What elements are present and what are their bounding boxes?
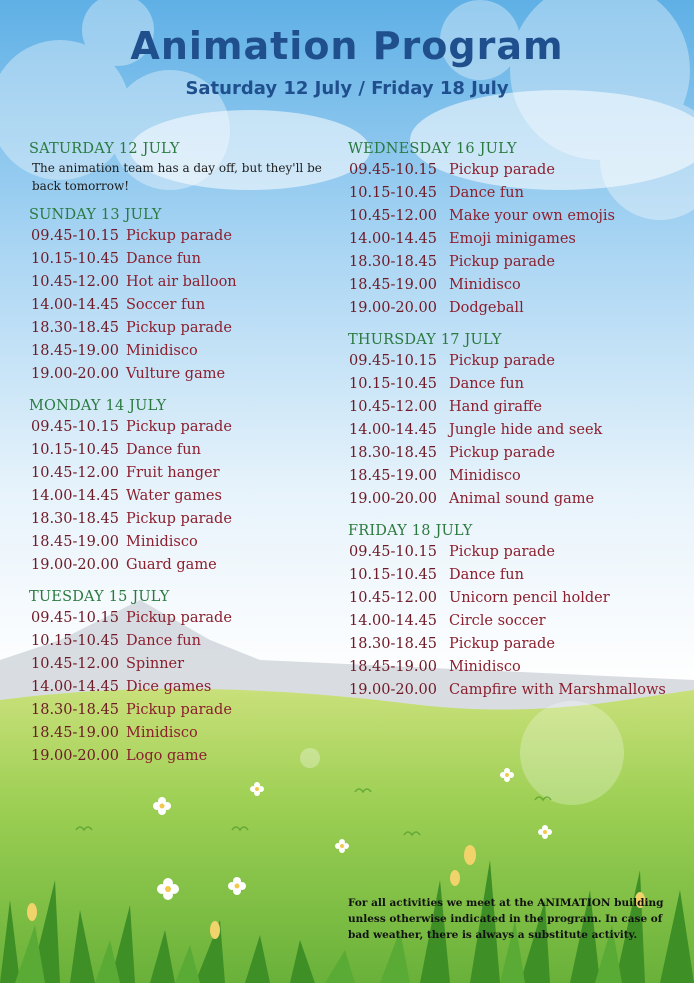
day-title: FRIDAY 18 JULY xyxy=(348,523,473,539)
time-slot: 18.45-19.00 xyxy=(31,343,119,359)
schedule-row xyxy=(29,225,339,248)
schedule-row xyxy=(29,340,339,363)
time-slot: 18.45-19.00 xyxy=(349,277,437,293)
footnote: For all activities we meet at the ANIMATION building unless otherwise indicated in the program. In case of bad weather, there is always a substitute activity. xyxy=(348,897,664,941)
time-slot: 18.45-19.00 xyxy=(31,725,119,741)
time-slot: 10.45-12.00 xyxy=(31,274,119,290)
time-slot: 19.00-20.00 xyxy=(31,366,119,382)
schedule-row xyxy=(348,159,688,182)
time-slot: 18.30-18.45 xyxy=(349,636,437,652)
time-slot: 10.15-10.45 xyxy=(349,185,437,201)
activity-name: Logo game xyxy=(126,748,208,764)
schedule-row xyxy=(348,419,688,442)
activity-name: Pickup parade xyxy=(126,702,232,718)
schedule-row xyxy=(29,653,339,676)
schedule-row xyxy=(29,271,339,294)
activity-name: Fruit hanger xyxy=(126,465,220,481)
schedule-row xyxy=(348,297,688,320)
day-friday xyxy=(348,521,688,702)
activity-name: Dice games xyxy=(126,679,212,695)
activity-name: Pickup parade xyxy=(126,228,232,244)
schedule-row xyxy=(348,182,688,205)
schedule-row xyxy=(348,488,688,511)
time-slot: 18.30-18.45 xyxy=(31,320,119,336)
activity-name: Guard game xyxy=(126,557,217,573)
schedule-row xyxy=(29,722,339,745)
time-slot: 10.15-10.45 xyxy=(31,251,119,267)
schedule-row xyxy=(348,564,688,587)
schedule-row xyxy=(348,228,688,251)
schedule-row xyxy=(29,508,339,531)
activity-name: Pickup parade xyxy=(126,511,232,527)
activity-name: Minidisco xyxy=(449,659,521,675)
activity-name: Minidisco xyxy=(126,534,198,550)
time-slot: 19.00-20.00 xyxy=(349,682,437,698)
day-note: The animation team has a day off, but they'll be back tomorrow! xyxy=(32,161,322,193)
activity-name: Campfire with Marshmallows xyxy=(449,682,666,698)
activity-name: Soccer fun xyxy=(126,297,206,313)
activity-name: Dance fun xyxy=(126,442,201,458)
schedule-row xyxy=(348,610,688,633)
time-slot: 10.45-12.00 xyxy=(349,208,437,224)
day-title: TUESDAY 15 JULY xyxy=(29,589,170,605)
schedule-row xyxy=(29,294,339,317)
activity-name: Make your own emojis xyxy=(449,208,615,224)
activity-name: Unicorn pencil holder xyxy=(449,590,610,606)
time-slot: 14.00-14.45 xyxy=(31,488,119,504)
schedule-row xyxy=(29,439,339,462)
activity-name: Pickup parade xyxy=(126,320,232,336)
time-slot: 14.00-14.45 xyxy=(31,297,119,313)
time-slot: 10.45-12.00 xyxy=(349,590,437,606)
schedule-row xyxy=(29,462,339,485)
activity-name: Dodgeball xyxy=(449,300,524,316)
time-slot: 18.30-18.45 xyxy=(31,511,119,527)
schedule-row xyxy=(29,676,339,699)
day-tuesday xyxy=(29,587,339,768)
schedule-row xyxy=(348,373,688,396)
time-slot: 19.00-20.00 xyxy=(349,491,437,507)
activity-name: Minidisco xyxy=(126,725,198,741)
time-slot: 09.45-10.15 xyxy=(349,544,437,560)
schedule-row xyxy=(348,679,688,702)
activity-name: Hot air balloon xyxy=(126,274,237,290)
time-slot: 10.15-10.45 xyxy=(31,633,119,649)
time-slot: 18.45-19.00 xyxy=(349,659,437,675)
day-title: SATURDAY 12 JULY xyxy=(29,141,180,157)
activity-name: Circle soccer xyxy=(449,613,546,629)
activity-name: Minidisco xyxy=(449,468,521,484)
time-slot: 18.30-18.45 xyxy=(349,254,437,270)
time-slot: 10.15-10.45 xyxy=(31,442,119,458)
activity-name: Pickup parade xyxy=(449,636,555,652)
activity-name: Spinner xyxy=(126,656,185,672)
time-slot: 19.00-20.00 xyxy=(31,748,119,764)
schedule-row xyxy=(348,656,688,679)
schedule-row xyxy=(348,205,688,228)
schedule-row xyxy=(29,745,339,768)
schedule-row xyxy=(348,251,688,274)
activity-name: Hand giraffe xyxy=(449,399,542,415)
activity-name: Water games xyxy=(126,488,222,504)
time-slot: 09.45-10.15 xyxy=(349,162,437,178)
schedule-row xyxy=(348,465,688,488)
activity-name: Pickup parade xyxy=(126,419,232,435)
activity-name: Dance fun xyxy=(126,633,201,649)
day-saturday xyxy=(29,139,339,195)
time-slot: 09.45-10.15 xyxy=(349,353,437,369)
time-slot: 19.00-20.00 xyxy=(349,300,437,316)
time-slot: 19.00-20.00 xyxy=(31,557,119,573)
activity-name: Pickup parade xyxy=(126,610,232,626)
time-slot: 18.30-18.45 xyxy=(349,445,437,461)
activity-name: Pickup parade xyxy=(449,353,555,369)
activity-name: Vulture game xyxy=(126,366,226,382)
time-slot: 10.45-12.00 xyxy=(349,399,437,415)
activity-name: Jungle hide and seek xyxy=(449,422,603,438)
time-slot: 09.45-10.15 xyxy=(31,228,119,244)
schedule-row xyxy=(29,554,339,577)
day-title: THURSDAY 17 JULY xyxy=(348,332,502,348)
time-slot: 10.45-12.00 xyxy=(31,656,119,672)
day-title: SUNDAY 13 JULY xyxy=(29,207,162,223)
time-slot: 09.45-10.15 xyxy=(31,610,119,626)
activity-name: Pickup parade xyxy=(449,162,555,178)
schedule-row xyxy=(348,274,688,297)
schedule-row xyxy=(348,541,688,564)
time-slot: 10.15-10.45 xyxy=(349,376,437,392)
time-slot: 18.45-19.00 xyxy=(349,468,437,484)
day-title: MONDAY 14 JULY xyxy=(29,398,167,414)
activity-name: Dance fun xyxy=(449,567,524,583)
schedule-row xyxy=(29,699,339,722)
activity-name: Animal sound game xyxy=(449,491,595,507)
schedule-row xyxy=(29,248,339,271)
schedule-row xyxy=(348,350,688,373)
day-sunday xyxy=(29,205,339,386)
activity-name: Dance fun xyxy=(449,185,524,201)
schedule-row xyxy=(348,587,688,610)
activity-name: Emoji minigames xyxy=(449,231,576,247)
page-subtitle: Saturday 12 July / Friday 18 July xyxy=(185,78,509,99)
day-thursday xyxy=(348,330,688,511)
schedule-row xyxy=(29,485,339,508)
page-title: Animation Program xyxy=(130,24,564,68)
activity-name: Dance fun xyxy=(449,376,524,392)
time-slot: 10.15-10.45 xyxy=(349,567,437,583)
time-slot: 18.45-19.00 xyxy=(31,534,119,550)
time-slot: 14.00-14.45 xyxy=(349,613,437,629)
time-slot: 18.30-18.45 xyxy=(31,702,119,718)
activity-name: Pickup parade xyxy=(449,544,555,560)
activity-name: Minidisco xyxy=(449,277,521,293)
schedule-row xyxy=(348,442,688,465)
schedule-row xyxy=(29,416,339,439)
schedule-row xyxy=(348,633,688,656)
time-slot: 14.00-14.45 xyxy=(31,679,119,695)
day-monday xyxy=(29,396,339,577)
activity-name: Pickup parade xyxy=(449,445,555,461)
schedule-row xyxy=(29,531,339,554)
schedule-row xyxy=(29,363,339,386)
schedule-row xyxy=(29,607,339,630)
schedule-right-column xyxy=(348,139,688,712)
schedule-row xyxy=(29,317,339,340)
schedule-left-column xyxy=(29,139,339,778)
time-slot: 10.45-12.00 xyxy=(31,465,119,481)
activity-name: Pickup parade xyxy=(449,254,555,270)
time-slot: 14.00-14.45 xyxy=(349,422,437,438)
schedule-row xyxy=(29,630,339,653)
day-wednesday xyxy=(348,139,688,320)
day-title: WEDNESDAY 16 JULY xyxy=(348,141,517,157)
time-slot: 14.00-14.45 xyxy=(349,231,437,247)
activity-name: Minidisco xyxy=(126,343,198,359)
schedule-row xyxy=(348,396,688,419)
time-slot: 09.45-10.15 xyxy=(31,419,119,435)
activity-name: Dance fun xyxy=(126,251,201,267)
